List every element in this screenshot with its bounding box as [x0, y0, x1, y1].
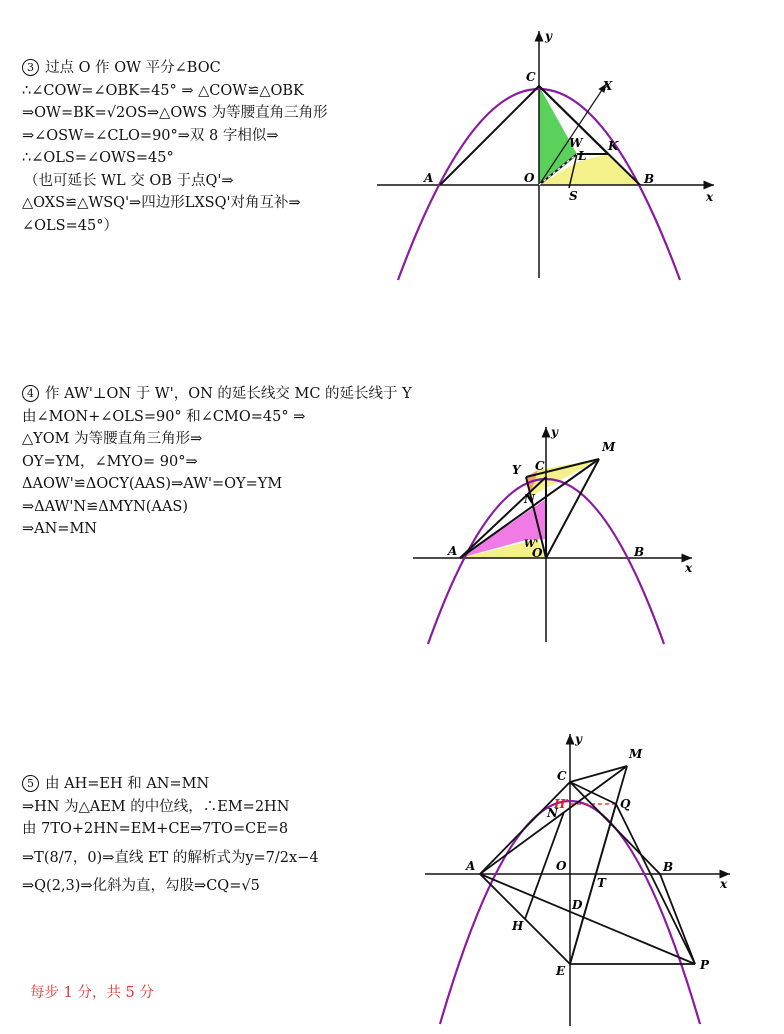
label-M: M	[629, 747, 643, 761]
label-B: B	[644, 172, 655, 186]
step5-line-2: ⇒HN 为△AEM 的中位线，∴EM=2HN	[22, 798, 290, 815]
label-O: O	[524, 171, 535, 185]
step3-line-8: ∠OLS=45°）	[22, 217, 118, 234]
label-P: P	[700, 958, 710, 972]
label-A: A	[424, 171, 434, 185]
label-Q: Q	[620, 797, 631, 811]
step5-line-5: ⇒Q(2,3)⇒化斜为直，勾股⇒CQ=√5	[22, 877, 260, 894]
label-O: O	[532, 546, 543, 560]
step4-line-4: OY=YM，∠MYO= 90°⇒	[22, 453, 198, 470]
label-K: K	[608, 139, 619, 153]
step4-text	[22, 383, 412, 541]
label-N: N	[524, 492, 535, 506]
figure-1	[372, 26, 722, 286]
label-M: M	[602, 440, 616, 454]
figure-3	[420, 728, 740, 1028]
step3-line-1: 3 过点 O 作 OW 平分∠BOC	[22, 57, 328, 80]
step4-line-2: 由∠MON+∠OLS=90° 和∠CMO=45° ⇒	[22, 408, 306, 425]
label-H-prime: H'	[554, 797, 570, 811]
label-A: A	[466, 859, 476, 873]
label-B: B	[634, 545, 645, 559]
step3-line-4: ⇒∠OSW=∠CLO=90°⇒双 8 字相似⇒	[22, 127, 279, 144]
label-x: x	[720, 877, 728, 891]
label-N: N	[547, 806, 558, 820]
step3-line-7: △OXS≌△WSQ'⇒四边形LXSQ'对角互补⇒	[22, 195, 301, 211]
step5-line-4: ⇒T(8/7，0)⇒直线 ET 的解析式为y=7/2x−4	[22, 849, 319, 866]
label-H: H	[512, 919, 524, 933]
label-B: B	[663, 860, 674, 874]
label-D: D	[572, 898, 583, 912]
label-C: C	[526, 70, 536, 84]
step3-line-6: （也可延长 WL 交 OB 于点Q'⇒	[24, 172, 234, 189]
label-T: T	[597, 876, 606, 890]
step5-line-3: 由 7TO+2HN=EM+CE⇒7TO=CE=8	[22, 821, 289, 837]
label-x: x	[706, 190, 714, 204]
step3-text	[22, 57, 328, 237]
step3-line-5: ∴∠OLS=∠OWS=45°	[22, 150, 174, 166]
label-S: S	[569, 189, 578, 203]
label-C: C	[535, 459, 545, 473]
step5-number: 5	[22, 775, 39, 792]
label-O: O	[556, 859, 567, 873]
score-note: 每步 1 分，共 5 分	[30, 985, 154, 1001]
step3-line-3: ⇒OW=BK=√2OS⇒△OWS 为等腰直角三角形	[22, 105, 328, 121]
step4-line-7: ⇒AN=MN	[22, 521, 97, 537]
step3-number: 3	[22, 59, 39, 76]
label-y: y	[575, 732, 582, 746]
label-L: L	[578, 149, 587, 163]
step4-number: 4	[22, 385, 39, 402]
figure-2	[408, 422, 698, 647]
step4-line-1: 4 作 AW'⊥ON 于 W'，ON 的延长线交 MC 的延长线于 Y	[22, 383, 412, 406]
label-E: E	[556, 964, 566, 978]
label-y: y	[551, 425, 558, 439]
label-Y: Y	[512, 463, 521, 477]
step4-line-6: ⇒ΔAW'N≌ΔMYN(AAS)	[22, 498, 188, 515]
label-W: W	[569, 136, 583, 150]
label-x: x	[685, 561, 693, 575]
step4-line-5: ΔAOW'≌ΔOCY(AAS)⇒AW'=OY=YM	[22, 476, 283, 492]
label-C: C	[557, 769, 567, 783]
label-X: X	[603, 79, 613, 93]
label-A: A	[448, 544, 458, 558]
step3-line-2: ∴∠COW=∠OBK=45° ⇒ △COW≌△OBK	[22, 82, 304, 99]
label-y: y	[545, 29, 552, 43]
step5-text	[22, 773, 319, 897]
step5-line-1: 5 由 AH=EH 和 AN=MN	[22, 773, 319, 796]
label-W-prime: W'	[524, 539, 539, 550]
step4-line-3: △YOM 为等腰直角三角形⇒	[22, 431, 203, 447]
